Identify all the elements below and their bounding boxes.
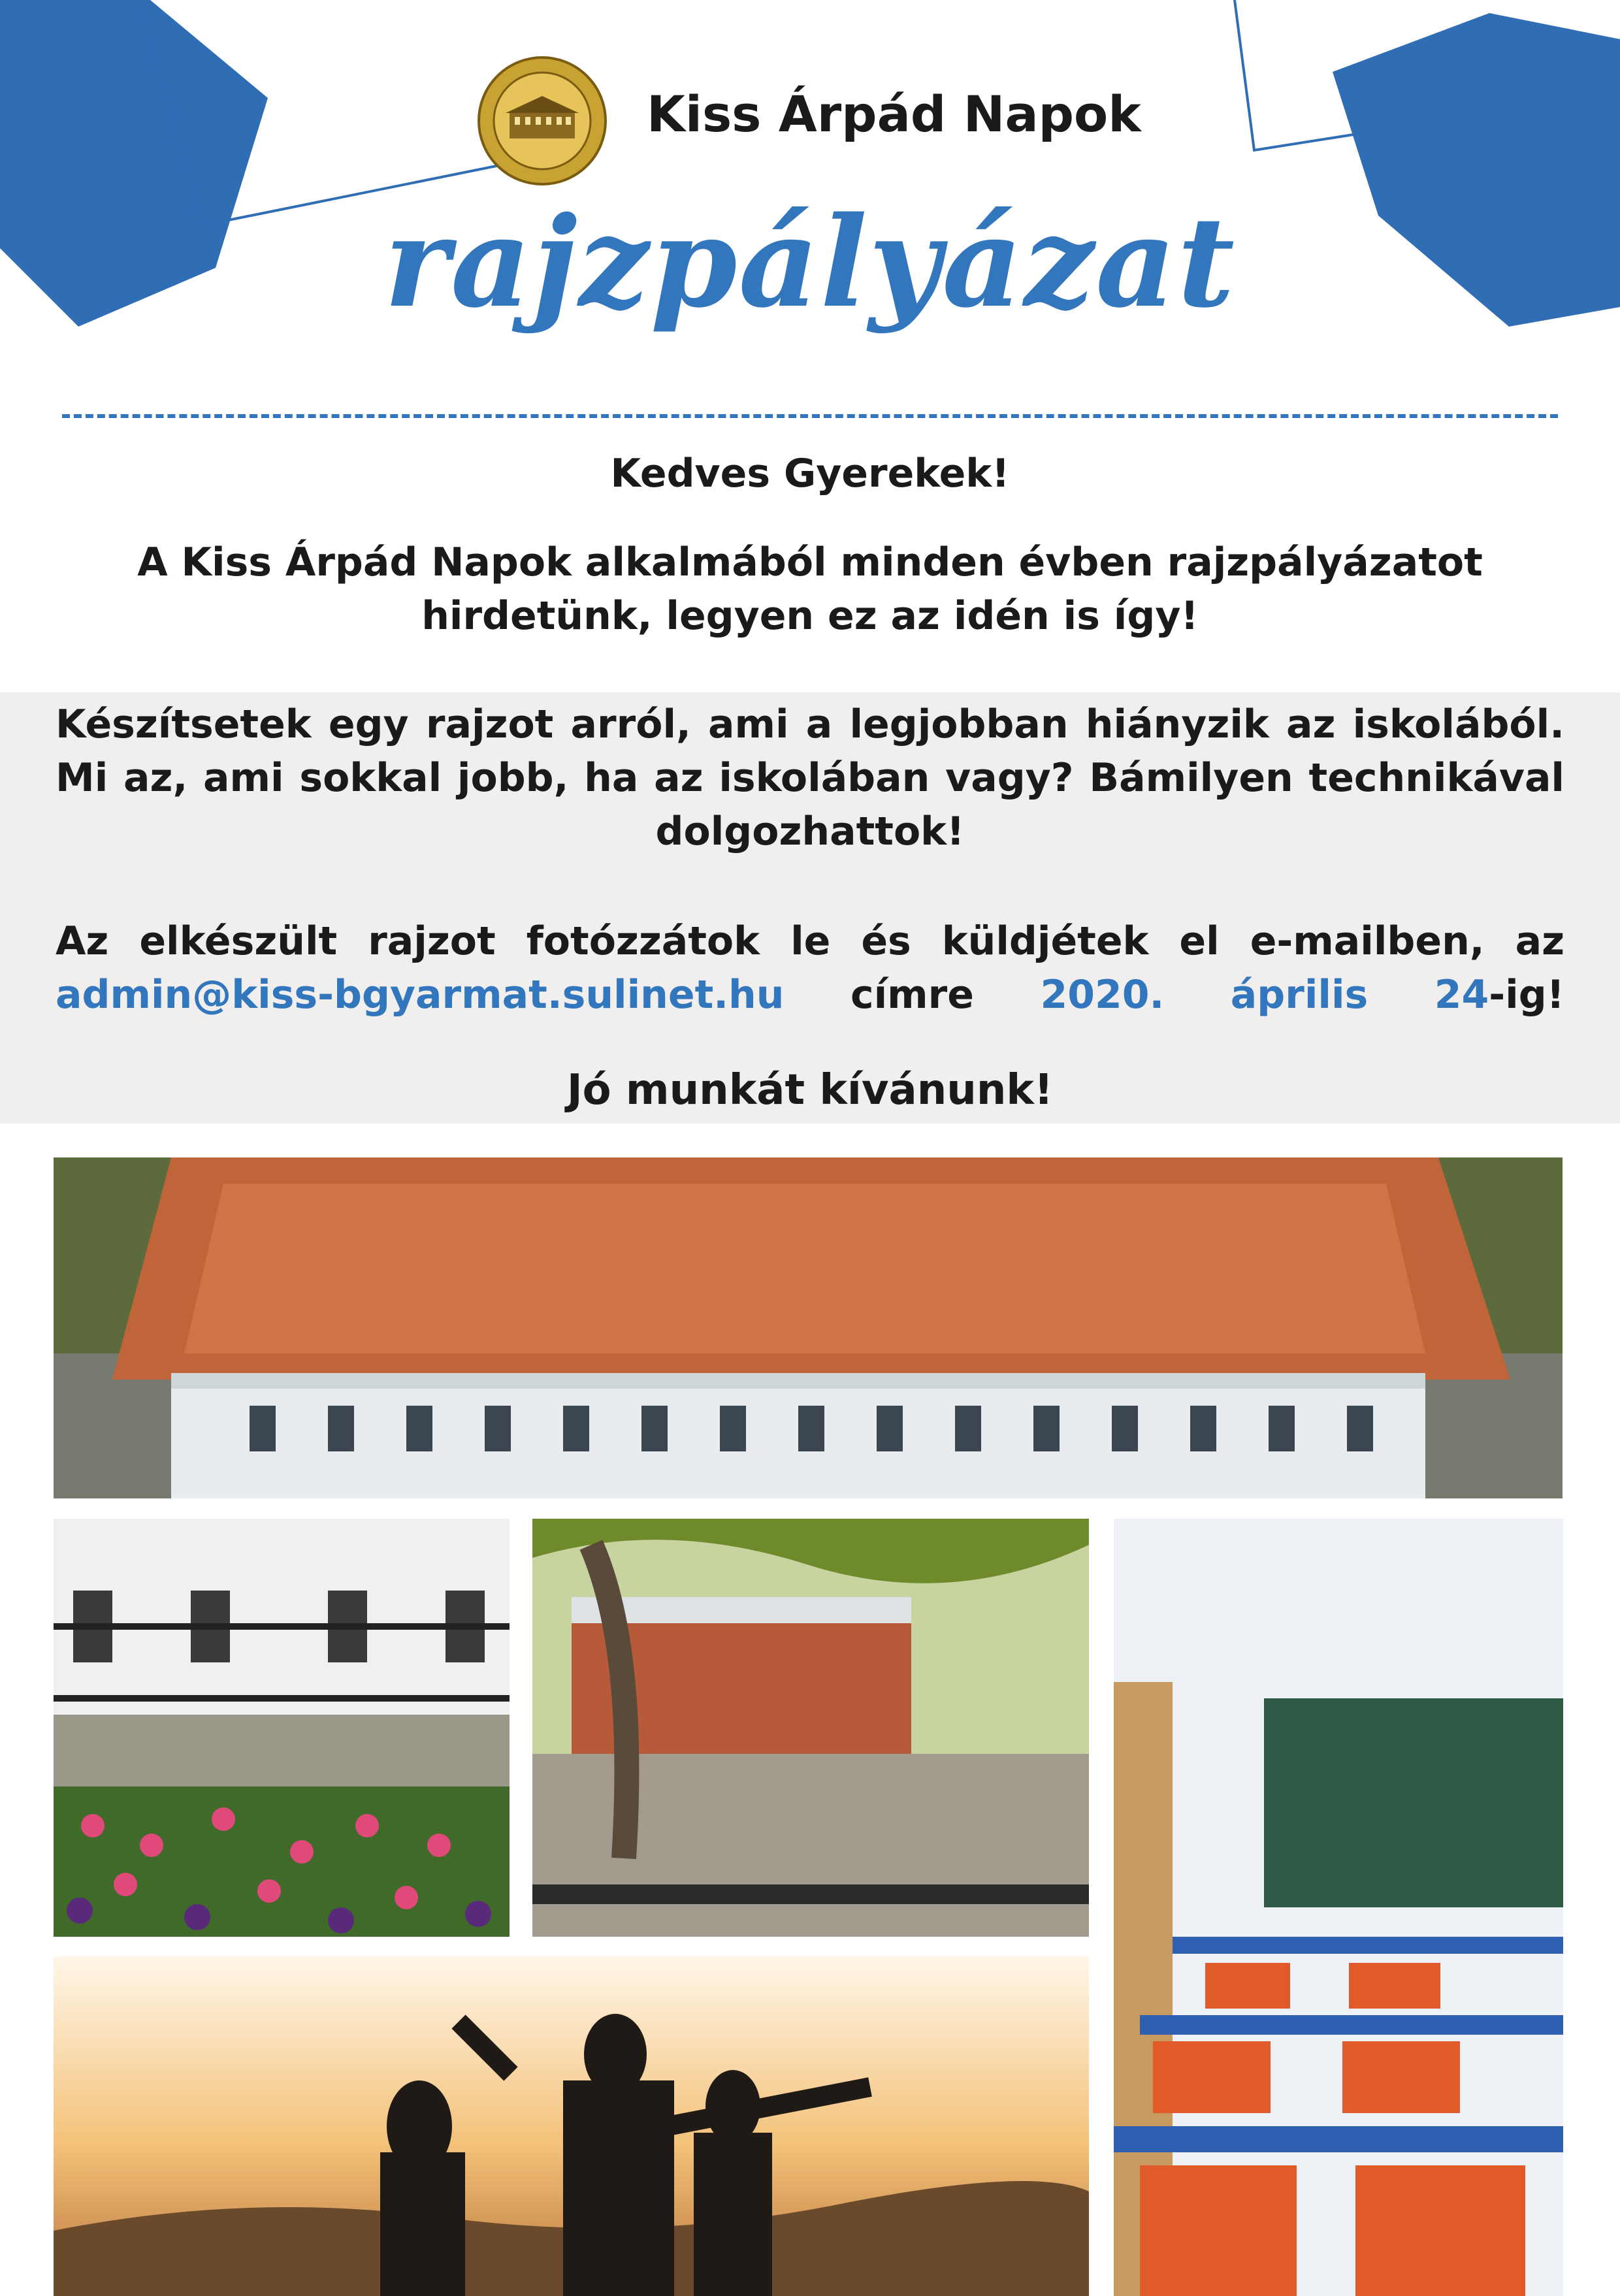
submission-text-mid: címre: [850, 972, 974, 1018]
submission-text-end: -ig!: [1489, 972, 1565, 1018]
intro-text: A Kiss Árpád Napok alkalmából minden évben rajzpályázatot hirdetünk, legyen ez az idén is így!: [137, 540, 1483, 639]
page-headline: rajzpályázat: [383, 189, 1237, 335]
submission-text-start: Az elkészült rajzot fotózzátok le és küldjétek el e-mailben, az: [56, 918, 1564, 964]
dashed-divider: [62, 414, 1558, 418]
task-paragraph: Készítsetek egy rajzot arról, ami a legjobban hiányzik az iskolából. Mi az, ami sokkal jobb, ha az iskolában vagy? Bámilyen technikával dolgozhattok!: [56, 702, 1564, 854]
event-title: Kiss Árpád Napok: [647, 85, 1141, 143]
greeting: Kedves Gyerekek!: [610, 451, 1010, 496]
school-seal-logo: [477, 56, 608, 186]
email-link[interactable]: admin@kiss-bgyarmat.sulinet.hu: [56, 972, 785, 1018]
deadline-date: 2020. április 24: [1040, 972, 1489, 1018]
submission-paragraph: [56, 914, 1564, 1022]
tulips-photo: [54, 1519, 510, 1937]
classroom-photo: [1114, 1519, 1563, 2296]
closing-text: Jó munkát kívánunk!: [566, 1066, 1054, 1114]
school-building-photo: [54, 1157, 1563, 1498]
friends-sunset-photo: [54, 1956, 1089, 2296]
schoolyard-photo: [532, 1519, 1089, 1937]
